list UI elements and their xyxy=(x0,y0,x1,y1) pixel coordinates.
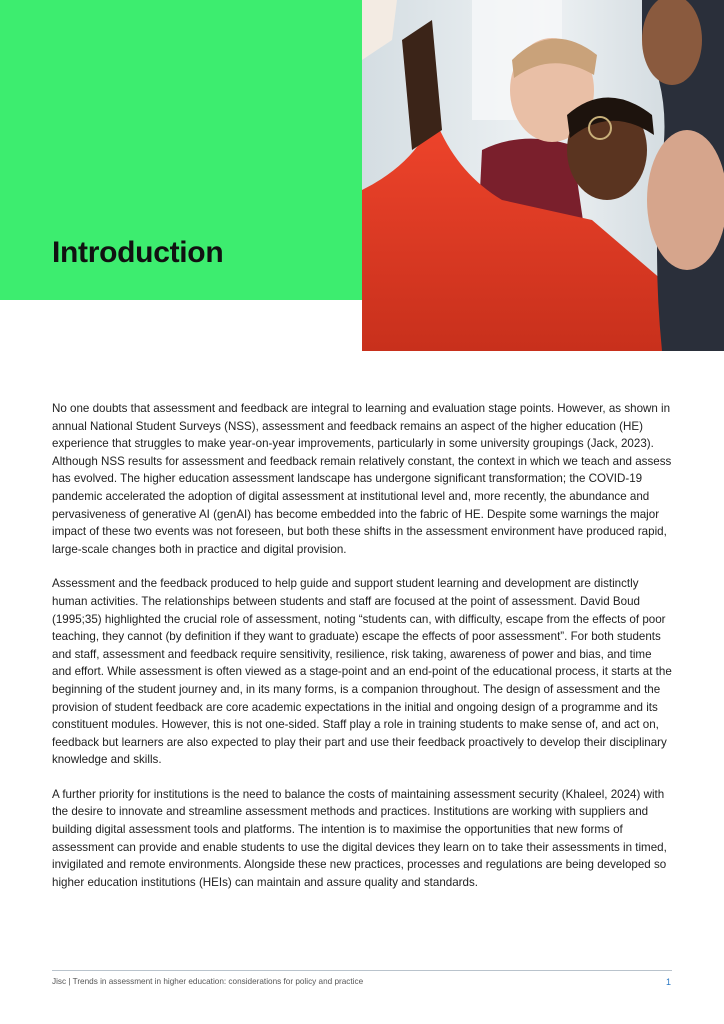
page-number: 1 xyxy=(666,977,672,987)
intro-body xyxy=(52,400,674,908)
footer-divider xyxy=(52,970,672,971)
paragraph: No one doubts that assessment and feedback are integral to learning and evaluation stage points. However, as shown in annual National Student Surveys (NSS), assessment and feedback remains an aspect of the higher education (HE) experience that struggles to make year-on-year improvements, particularly in some university groupings (Jack, 2023). Although NSS results for assessment and feedback remain relatively constant, the context in which we teach and assess has evolved. The higher education assessment landscape has undergone significant transformation; the COVID-19 pandemic accelerated the adoption of digital assessment at institutional level and, more recently, the abundance and pervasiveness of generative AI (genAI) has become embedded into the fabric of HE. Despite some warnings the major impact of these two events was not foreseen, but both these shifts in the assessment environment have produced rapid, large-scale changes both in practice and digital provision. xyxy=(52,402,672,556)
paragraph: Assessment and the feedback produced to help guide and support student learning and development are distinctly human activities. The relationships between students and staff are focused at the point of assessment. David Boud (1995;35) highlighted the crucial role of assessment, noting “students can, with difficulty, escape from the effects of poor teaching, they cannot (by definition if they want to graduate) escape the effects of poor assessment”. For both students and staff, assessment and feedback require sensitivity, resilience, risk taking, awareness of power and bias, and time and effort. While assessment is often viewed as a stage-point and an end-point of the educational process, it starts at the beginning of the student journey and, in its many forms, is a companion throughout. The design of assessment and the provision of student feedback are core academic expectations in the initial and ongoing design of a programme and its constituent modules. However, this is not one-sided. Staff play a role in training students to make sense of, and act on, feedback but learners are also expected to play their part and use their feedback proactively to develop their disciplinary knowledge and skills. xyxy=(52,577,672,767)
footer-publication-title: Jisc | Trends in assessment in higher education: considerations for policy and practice xyxy=(52,977,364,986)
students-photo-illustration xyxy=(362,0,724,351)
page-title: Introduction xyxy=(52,236,224,269)
students-photo xyxy=(362,0,724,351)
paragraph: A further priority for institutions is the need to balance the costs of maintaining assessment security (Khaleel, 2024) with the desire to innovate and streamline assessment methods and practices. Institutions are working with suppliers and building digital assessment tools and platforms. The intention is to maximise the opportunities that new forms of assessment can provide and enable students to use the digital devices they learn on to take their assessments in timed, invigilated and remote environments. Alongside these new practices, processes and regulations are being developed so higher education institutions (HEIs) can maintain and assure quality and standards. xyxy=(52,787,667,889)
